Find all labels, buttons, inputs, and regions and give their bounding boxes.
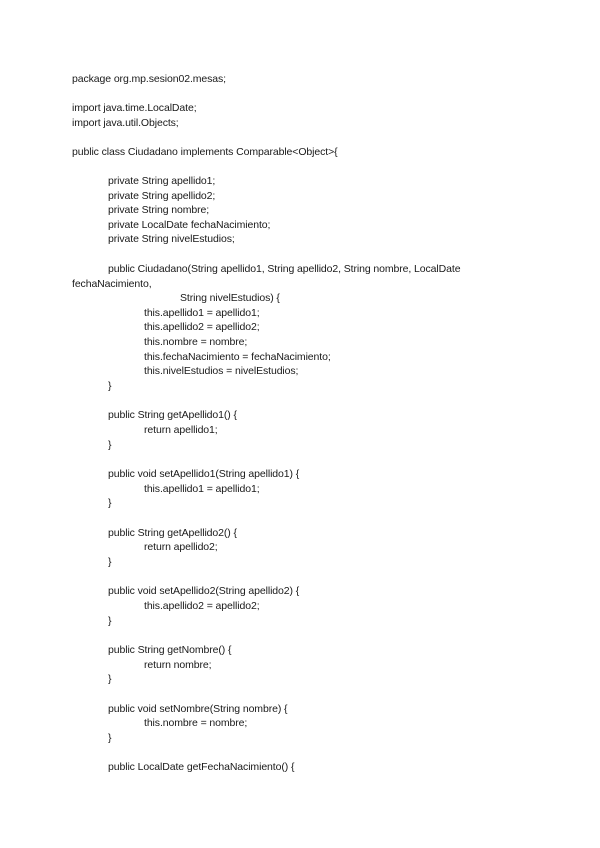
code-line: package org.mp.sesion02.mesas; [72, 73, 227, 85]
code-line: this.fechaNacimiento = fechaNacimiento; [144, 351, 331, 363]
code-line: private LocalDate fechaNacimiento; [108, 219, 271, 231]
code-line: } [108, 732, 112, 744]
code-line: } [108, 380, 112, 392]
code-line: this.apellido1 = apellido1; [144, 307, 260, 319]
code-line: } [108, 497, 112, 509]
code-line: return apellido1; [144, 424, 218, 436]
code-line: } [108, 556, 112, 568]
code-line: public void setApellido1(String apellido1) { [108, 468, 300, 480]
code-line: private String nivelEstudios; [108, 233, 235, 245]
code-line: this.nombre = nombre; [144, 336, 248, 348]
code-line: this.apellido1 = apellido1; [144, 483, 260, 495]
code-line: private String apellido2; [108, 190, 216, 202]
code-line: import java.time.LocalDate; [72, 102, 197, 114]
code-line: private String apellido1; [108, 175, 216, 187]
code-line: public void setApellido2(String apellido2) { [108, 585, 300, 597]
code-line: } [108, 673, 112, 685]
code-line: private String nombre; [108, 204, 210, 216]
code-line: return nombre; [144, 659, 212, 671]
code-line: import java.util.Objects; [72, 117, 179, 129]
code-line: this.apellido2 = apellido2; [144, 321, 260, 333]
code-line: public String getNombre() { [108, 644, 232, 656]
code-line: this.apellido2 = apellido2; [144, 600, 260, 612]
code-line: fechaNacimiento, [72, 278, 152, 290]
code-line: public LocalDate getFechaNacimiento() { [108, 761, 295, 773]
code-line: public String getApellido2() { [108, 527, 237, 539]
code-line: this.nombre = nombre; [144, 717, 248, 729]
code-line: } [108, 615, 112, 627]
code-line: public void setNombre(String nombre) { [108, 703, 288, 715]
code-line: public Ciudadano(String apellido1, String apellido2, String nombre, LocalDate [108, 263, 461, 275]
code-line: this.nivelEstudios = nivelEstudios; [144, 365, 299, 377]
code-line: } [108, 439, 112, 451]
code-line: String nivelEstudios) { [180, 292, 280, 304]
code-line: public String getApellido1() { [108, 409, 237, 421]
code-line: return apellido2; [144, 541, 218, 553]
code-line: public class Ciudadano implements Comparable<Object>{ [72, 146, 338, 158]
